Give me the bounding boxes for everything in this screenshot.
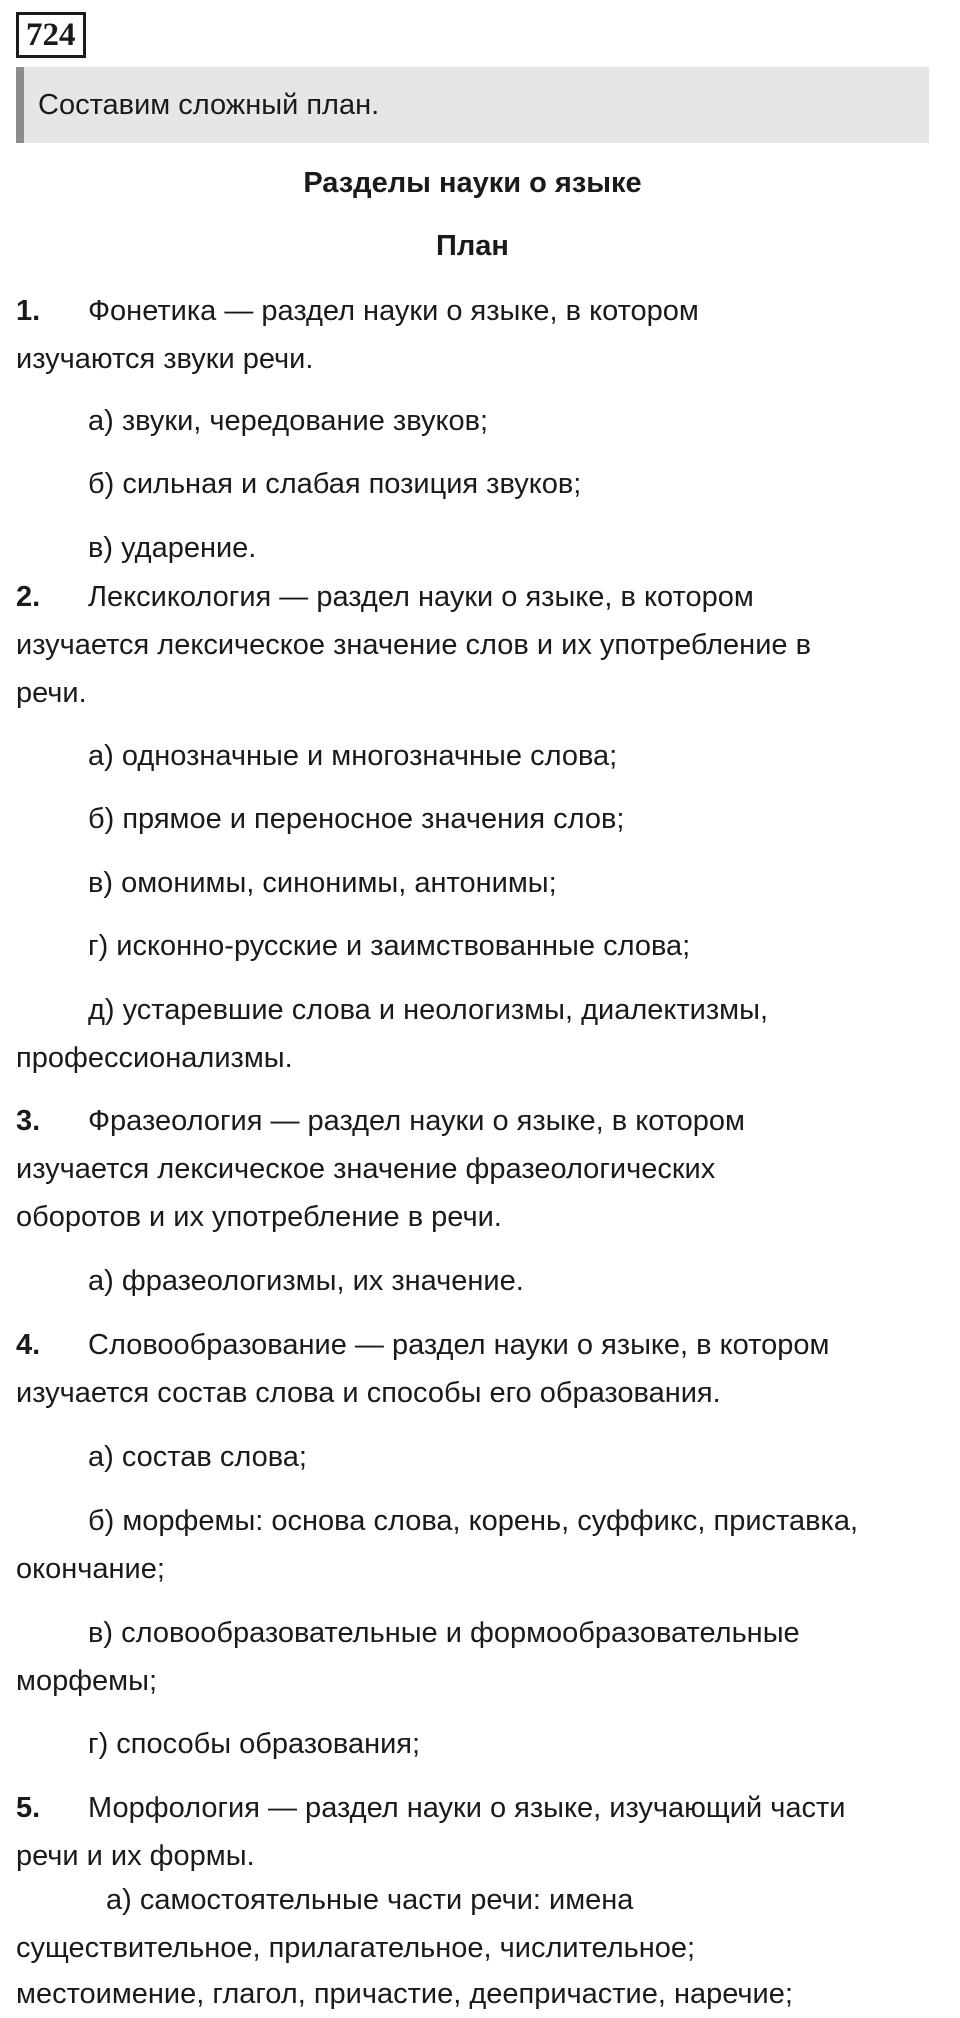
task-number: 724: [16, 12, 86, 58]
plan-item-1: [16, 287, 946, 335]
sub-item: б) морфемы: основа слова, корень, суффикс, приставка,: [88, 1505, 859, 1537]
item-number: 2.: [16, 581, 41, 613]
sub-item: в) словообразовательные и формообразовательные: [88, 1617, 800, 1649]
sub-item: а) самостоятельные части речи: имена: [106, 1884, 634, 1916]
text-line: изучается лексическое значение фразеологических: [16, 1153, 716, 1185]
plan-item-3: [16, 1097, 946, 1145]
item-text: Морфология — раздел науки о языке, изучающий части: [88, 1792, 846, 1824]
text-line: оборотов и их употребление в речи.: [16, 1201, 502, 1233]
item-number: 3.: [16, 1105, 41, 1137]
instruction-banner: Составим сложный план.: [16, 67, 929, 143]
sub-item: б) прямое и переносное значения слов;: [88, 803, 625, 835]
text-line: морфемы;: [16, 1665, 158, 1697]
plan-item-5: [16, 1784, 946, 1832]
text-line: профессионализмы.: [16, 1042, 293, 1074]
sub-item: а) фразеологизмы, их значение.: [88, 1265, 524, 1297]
text-line: изучаются звуки речи.: [16, 343, 314, 375]
sub-item: д) устаревшие слова и неологизмы, диалектизмы,: [88, 994, 769, 1026]
plan-item-4: [16, 1321, 946, 1369]
text-line: изучается состав слова и способы его образования.: [16, 1377, 721, 1409]
text-line: речи.: [16, 677, 87, 709]
item-number: 1.: [16, 295, 41, 327]
item-number: 5.: [16, 1792, 41, 1824]
item-text: Фразеология — раздел науки о языке, в котором: [88, 1105, 745, 1137]
text-line: существительное, прилагательное, числительное;: [16, 1932, 696, 1964]
text-line: изучается лексическое значение слов и их употребление в: [16, 629, 811, 661]
sub-item: в) омонимы, синонимы, антонимы;: [88, 867, 557, 899]
plan-heading: План: [436, 230, 509, 262]
plan-item-2: [16, 573, 946, 621]
item-text: Фонетика — раздел науки о языке, в котором: [88, 295, 699, 327]
sub-item: б) сильная и слабая позиция звуков;: [88, 468, 582, 500]
document-title: Разделы науки о языке: [303, 167, 642, 199]
sub-item: а) однозначные и многозначные слова;: [88, 740, 618, 772]
sub-item: г) способы образования;: [88, 1728, 421, 1760]
sub-item: а) звуки, чередование звуков;: [88, 405, 489, 437]
sub-item: г) исконно-русские и заимствованные слова;: [88, 930, 691, 962]
item-text: Лексикология — раздел науки о языке, в котором: [88, 581, 754, 613]
text-line: окончание;: [16, 1553, 165, 1585]
text-line: речи и их формы.: [16, 1840, 255, 1872]
sub-item: в) ударение.: [88, 532, 257, 564]
text-line: местоимение, глагол, причастие, деепричастие, наречие;: [16, 1978, 793, 2010]
sub-item: а) состав слова;: [88, 1441, 307, 1473]
item-text: Словообразование — раздел науки о языке, в котором: [88, 1329, 830, 1361]
item-number: 4.: [16, 1329, 41, 1361]
